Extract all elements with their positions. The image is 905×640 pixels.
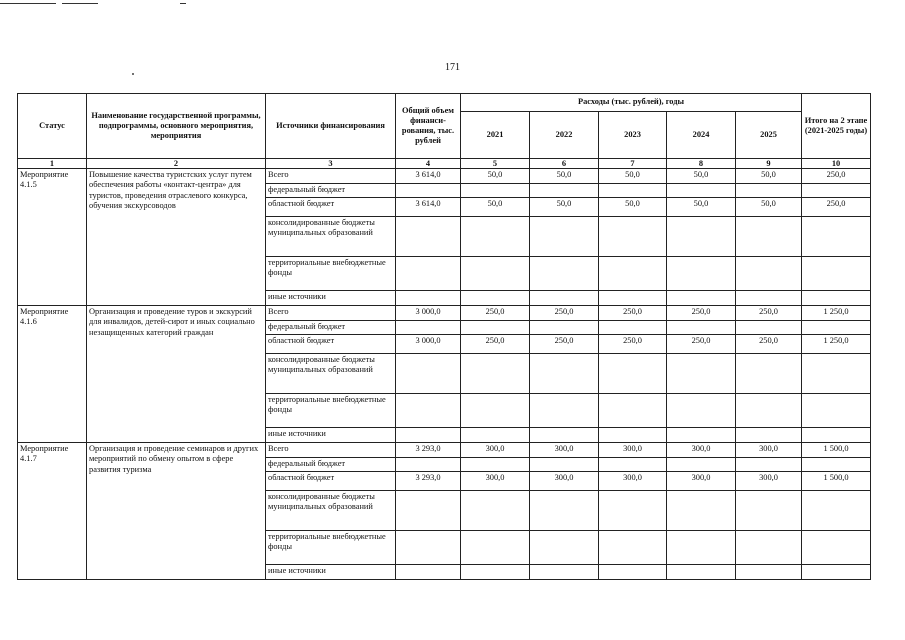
year-amount: 250,0 [667, 306, 736, 321]
year-amount [736, 291, 802, 306]
total-amount [396, 565, 461, 580]
year-amount [736, 531, 802, 565]
col-header-total: Общий объем финанси-рования, тыс. рублей [396, 94, 461, 159]
year-amount [667, 428, 736, 443]
column-number: 5 [461, 159, 530, 169]
total-amount [396, 428, 461, 443]
year-amount [667, 217, 736, 257]
page-number: 171 [445, 62, 460, 73]
year-amount: 300,0 [599, 472, 667, 491]
column-number: 10 [802, 159, 871, 169]
total-amount [396, 491, 461, 531]
funding-source: областной бюджет [266, 472, 396, 491]
col-header-year: 2022 [530, 112, 599, 159]
financing-table [17, 93, 871, 580]
year-amount [667, 257, 736, 291]
year-amount: 300,0 [736, 472, 802, 491]
year-amount [667, 184, 736, 198]
measure-status: Мероприятие 4.1.6 [18, 306, 87, 443]
year-amount: 300,0 [461, 472, 530, 491]
funding-source: Всего [266, 443, 396, 458]
year-amount: 250,0 [736, 306, 802, 321]
total-amount: 3 614,0 [396, 169, 461, 184]
year-amount: 50,0 [461, 169, 530, 184]
measure-name: Организация и проведение туров и экскурсий для инвалидов, детей-сирот и иных социально незащищенных категорий граждан [87, 306, 266, 443]
stage-total-amount [802, 491, 871, 531]
year-amount [667, 321, 736, 335]
year-amount [736, 428, 802, 443]
stage-total-amount [802, 321, 871, 335]
year-amount [461, 257, 530, 291]
year-amount [736, 321, 802, 335]
year-amount [599, 458, 667, 472]
year-amount: 50,0 [461, 198, 530, 217]
year-amount: 300,0 [667, 443, 736, 458]
funding-source: иные источники [266, 291, 396, 306]
year-amount [530, 354, 599, 394]
year-amount [461, 354, 530, 394]
year-amount [599, 217, 667, 257]
year-amount [599, 491, 667, 531]
year-amount [667, 491, 736, 531]
year-amount [530, 531, 599, 565]
funding-source: консолидированные бюджеты муниципальных образований [266, 354, 396, 394]
year-amount [667, 531, 736, 565]
year-amount: 300,0 [461, 443, 530, 458]
col-header-sources: Источники финансирования [266, 94, 396, 159]
column-number: 6 [530, 159, 599, 169]
year-amount [599, 394, 667, 428]
funding-source: территориальные внебюджетные фонды [266, 394, 396, 428]
year-amount [736, 354, 802, 394]
year-amount: 250,0 [530, 306, 599, 321]
year-amount [461, 565, 530, 580]
year-amount [530, 321, 599, 335]
year-amount: 300,0 [530, 472, 599, 491]
stage-total-amount [802, 184, 871, 198]
funding-source: федеральный бюджет [266, 184, 396, 198]
year-amount [599, 321, 667, 335]
year-amount: 50,0 [667, 169, 736, 184]
total-amount [396, 531, 461, 565]
stage-total-amount [802, 458, 871, 472]
year-amount [667, 565, 736, 580]
funding-source: консолидированные бюджеты муниципальных образований [266, 217, 396, 257]
year-amount [461, 321, 530, 335]
scan-artifact [0, 3, 56, 4]
year-amount [599, 565, 667, 580]
measure-name: Организация и проведение семинаров и других мероприятий по обмену опытом в сфере развития туризма [87, 443, 266, 580]
year-amount [599, 531, 667, 565]
scan-artifact [180, 3, 186, 4]
year-amount [736, 394, 802, 428]
year-amount [530, 491, 599, 531]
column-number: 1 [18, 159, 87, 169]
stage-total-amount [802, 257, 871, 291]
measure-name: Повышение качества туристских услуг путем обеспечения работы «контакт-центра» для туристов, проведения отраслевого конкурса, обучения экскурсоводов [87, 169, 266, 306]
year-amount [530, 291, 599, 306]
funding-source: федеральный бюджет [266, 458, 396, 472]
column-number: 9 [736, 159, 802, 169]
funding-source: территориальные внебюджетные фонды [266, 531, 396, 565]
year-amount [736, 184, 802, 198]
stage-total-amount [802, 428, 871, 443]
total-amount [396, 257, 461, 291]
total-amount [396, 217, 461, 257]
year-amount [461, 531, 530, 565]
col-header-year: 2023 [599, 112, 667, 159]
table-body [18, 169, 871, 580]
year-amount [461, 184, 530, 198]
year-amount: 250,0 [667, 335, 736, 354]
year-amount: 50,0 [530, 169, 599, 184]
funding-source: Всего [266, 306, 396, 321]
col-header-year: 2021 [461, 112, 530, 159]
funding-source: областной бюджет [266, 335, 396, 354]
col-header-name: Наименование государственной программы, подпрограммы, основного мероприятия, мероприятия [87, 94, 266, 159]
year-amount [530, 428, 599, 443]
funding-source: федеральный бюджет [266, 321, 396, 335]
scan-speck [132, 73, 134, 75]
year-amount: 50,0 [736, 198, 802, 217]
year-amount: 50,0 [530, 198, 599, 217]
year-amount [530, 184, 599, 198]
year-amount [530, 565, 599, 580]
total-amount [396, 354, 461, 394]
funding-source: Всего [266, 169, 396, 184]
table-row [18, 443, 871, 458]
column-number: 3 [266, 159, 396, 169]
col-header-expenses: Расходы (тыс. рублей), годы [461, 94, 802, 112]
year-amount [461, 217, 530, 257]
total-amount: 3 293,0 [396, 472, 461, 491]
year-amount [736, 217, 802, 257]
year-amount: 300,0 [736, 443, 802, 458]
col-header-year: 2025 [736, 112, 802, 159]
stage-total-amount [802, 394, 871, 428]
year-amount: 250,0 [461, 306, 530, 321]
measure-status: Мероприятие 4.1.7 [18, 443, 87, 580]
column-number: 8 [667, 159, 736, 169]
year-amount [461, 291, 530, 306]
year-amount [599, 291, 667, 306]
year-amount [599, 354, 667, 394]
column-numbers-row [18, 159, 871, 169]
year-amount [530, 217, 599, 257]
year-amount: 50,0 [736, 169, 802, 184]
col-header-year: 2024 [667, 112, 736, 159]
table-row [18, 169, 871, 184]
year-amount: 250,0 [461, 335, 530, 354]
year-amount [599, 428, 667, 443]
year-amount: 50,0 [667, 198, 736, 217]
funding-source: иные источники [266, 565, 396, 580]
year-amount [599, 184, 667, 198]
year-amount [667, 458, 736, 472]
total-amount [396, 458, 461, 472]
stage-total-amount [802, 217, 871, 257]
year-amount [736, 257, 802, 291]
stage-total-amount [802, 291, 871, 306]
stage-total-amount [802, 354, 871, 394]
year-amount: 300,0 [530, 443, 599, 458]
col-header-status: Статус [18, 94, 87, 159]
stage-total-amount [802, 531, 871, 565]
year-amount: 50,0 [599, 169, 667, 184]
year-amount [530, 257, 599, 291]
scan-artifact [62, 3, 98, 4]
total-amount [396, 394, 461, 428]
year-amount: 50,0 [599, 198, 667, 217]
stage-total-amount: 1 250,0 [802, 335, 871, 354]
total-amount: 3 000,0 [396, 306, 461, 321]
stage-total-amount: 250,0 [802, 169, 871, 184]
funding-source: консолидированные бюджеты муниципальных образований [266, 491, 396, 531]
stage-total-amount: 1 500,0 [802, 443, 871, 458]
table-row [18, 306, 871, 321]
column-number: 7 [599, 159, 667, 169]
year-amount [461, 394, 530, 428]
year-amount [667, 291, 736, 306]
total-amount: 3 614,0 [396, 198, 461, 217]
column-number: 4 [396, 159, 461, 169]
stage-total-amount: 250,0 [802, 198, 871, 217]
total-amount: 3 293,0 [396, 443, 461, 458]
total-amount [396, 184, 461, 198]
stage-total-amount: 1 500,0 [802, 472, 871, 491]
total-amount [396, 321, 461, 335]
year-amount [736, 491, 802, 531]
year-amount: 250,0 [530, 335, 599, 354]
year-amount [667, 354, 736, 394]
year-amount [599, 257, 667, 291]
year-amount: 250,0 [599, 335, 667, 354]
year-amount: 300,0 [667, 472, 736, 491]
year-amount [667, 394, 736, 428]
year-amount [461, 458, 530, 472]
column-number: 2 [87, 159, 266, 169]
col-header-stage-total: Итого на 2 этапе (2021-2025 годы) [802, 94, 871, 159]
measure-status: Мероприятие 4.1.5 [18, 169, 87, 306]
total-amount [396, 291, 461, 306]
year-amount: 250,0 [736, 335, 802, 354]
funding-source: территориальные внебюджетные фонды [266, 257, 396, 291]
year-amount: 300,0 [599, 443, 667, 458]
year-amount [461, 491, 530, 531]
year-amount [736, 458, 802, 472]
year-amount [461, 428, 530, 443]
stage-total-amount: 1 250,0 [802, 306, 871, 321]
year-amount [530, 458, 599, 472]
year-amount [530, 394, 599, 428]
total-amount: 3 000,0 [396, 335, 461, 354]
stage-total-amount [802, 565, 871, 580]
year-amount: 250,0 [599, 306, 667, 321]
funding-source: иные источники [266, 428, 396, 443]
year-amount [736, 565, 802, 580]
funding-source: областной бюджет [266, 198, 396, 217]
